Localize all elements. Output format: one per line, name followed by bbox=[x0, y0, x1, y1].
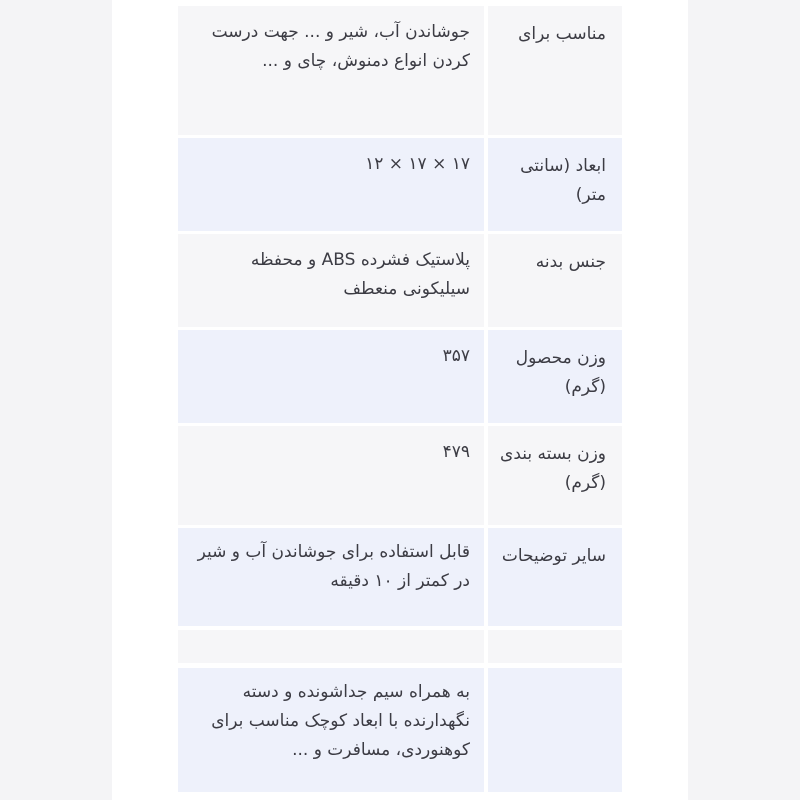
spec-row bbox=[112, 426, 688, 525]
spec-label: جنس بدنه bbox=[488, 234, 622, 327]
spec-row bbox=[112, 6, 688, 135]
spec-value: ۱۷ × ۱۷ × ۱۲ bbox=[178, 138, 484, 231]
spec-label bbox=[488, 668, 622, 792]
spec-value: ۴۷۹ bbox=[178, 426, 484, 525]
spec-label: وزن محصول (گرم) bbox=[488, 330, 622, 423]
spec-value bbox=[178, 630, 484, 663]
spec-value: قابل استفاده برای جوشاندن آب و شیر در کمتر از ۱۰ دقیقه bbox=[178, 528, 484, 626]
spec-value: پلاستیک فشرده ABS و محفظه سیلیکونی منعطف bbox=[178, 234, 484, 327]
spec-label: وزن بسته بندی (گرم) bbox=[488, 426, 622, 525]
spec-value: ۳۵۷ bbox=[178, 330, 484, 423]
spec-value: به همراه سیم جداشونده و دسته نگهدارنده با ابعاد کوچک مناسب برای کوهنوردی، مسافرت و ... bbox=[178, 668, 484, 792]
spec-row bbox=[112, 234, 688, 327]
spec-label: ابعاد (سانتی متر) bbox=[488, 138, 622, 231]
spec-value: جوشاندن آب، شیر و ... جهت درست کردن انواع دمنوش، چای و ... bbox=[178, 6, 484, 135]
spec-label bbox=[488, 630, 622, 663]
spec-label: سایر توضیحات bbox=[488, 528, 622, 626]
spec-row bbox=[112, 138, 688, 231]
spec-row bbox=[112, 668, 688, 792]
spec-row-empty bbox=[112, 630, 688, 663]
spec-label: مناسب برای bbox=[488, 6, 622, 135]
specs-table bbox=[112, 0, 688, 800]
spec-row bbox=[112, 330, 688, 423]
spec-row bbox=[112, 528, 688, 626]
